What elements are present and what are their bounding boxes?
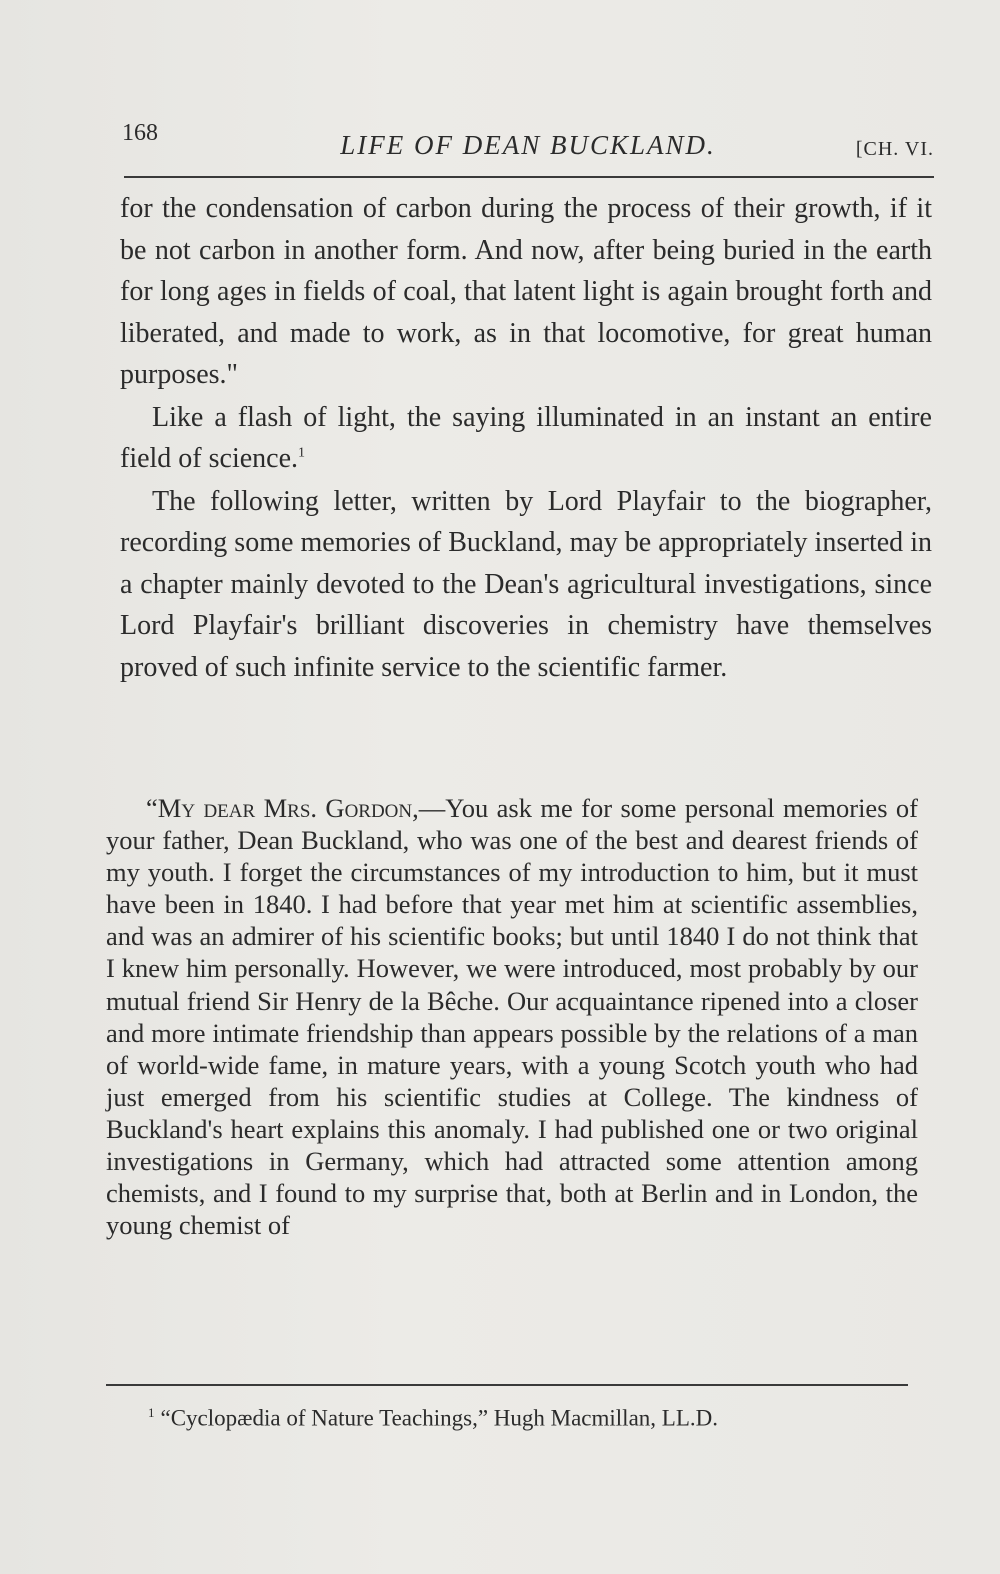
page-number: 168 bbox=[122, 120, 158, 146]
letter-salutation: “My dear Mrs. Gordon, bbox=[146, 793, 419, 823]
chapter-marker: [CH. VI. bbox=[855, 138, 934, 160]
footnote-rule bbox=[106, 1384, 908, 1386]
footnote-marker: 1 bbox=[148, 1405, 155, 1420]
paragraph-1: for the condensation of carbon during the process of their growth, if it be not carbon in another form. And now, after being buried in the earth for long ages in fields of coal, that latent light is again brought forth and liberated, and made to work, as in that locomotive, for great human purposes." bbox=[120, 193, 932, 390]
header-rule bbox=[124, 176, 934, 178]
letter-paragraph bbox=[106, 792, 918, 1241]
main-text bbox=[120, 188, 932, 688]
letter-text bbox=[106, 792, 918, 1241]
footnote-text: “Cyclopædia of Nature Teachings,” Hugh Macmillan, LL.D. bbox=[160, 1405, 718, 1431]
paragraph-2 bbox=[120, 397, 932, 480]
paragraph-2-text: Like a flash of light, the saying illuminated in an instant an entire field of science. bbox=[120, 401, 932, 474]
footnote bbox=[148, 1398, 908, 1434]
running-title: LIFE OF DEAN BUCKLAND. bbox=[340, 130, 716, 160]
page-header bbox=[122, 112, 934, 162]
footnote-reference: 1 bbox=[298, 445, 306, 461]
paragraph-3: The following letter, written by Lord Playfair to the biographer, recording some memories of Buckland, may be appropriately inserted in a chapter mainly devoted to the Dean's agricultural investigations, since Lord Playfair's brilliant discoveries in chemistry have themselves proved of such infinite service to the scientific farmer. bbox=[120, 485, 932, 683]
letter-body: —You ask me for some personal memories of your father, Dean Buckland, who was one of the best and dearest friends of my youth. I forget the circumstances of my introduction to him, but it must have been in 1840. I had before that year met him at scientific assemblies, and was an admirer of his scientific books; but until 1840 I do not think that I knew him personally. However, we were introduced, most probably by our mutual friend Sir Henry de la Bêche. Our acquaintance ripened into a closer and more intimate friendship than appears possible by the relations of a man of world-wide fame, in mature years, with a young Scotch youth who had just emerged from his scientific studies at College. The kindness of Buckland's heart explains this anomaly. I had published one or two original investigations in Germany, which had attracted some attention among chemists, and I found to my surprise that, both at Berlin and in London, the young chemist of bbox=[106, 793, 918, 1241]
